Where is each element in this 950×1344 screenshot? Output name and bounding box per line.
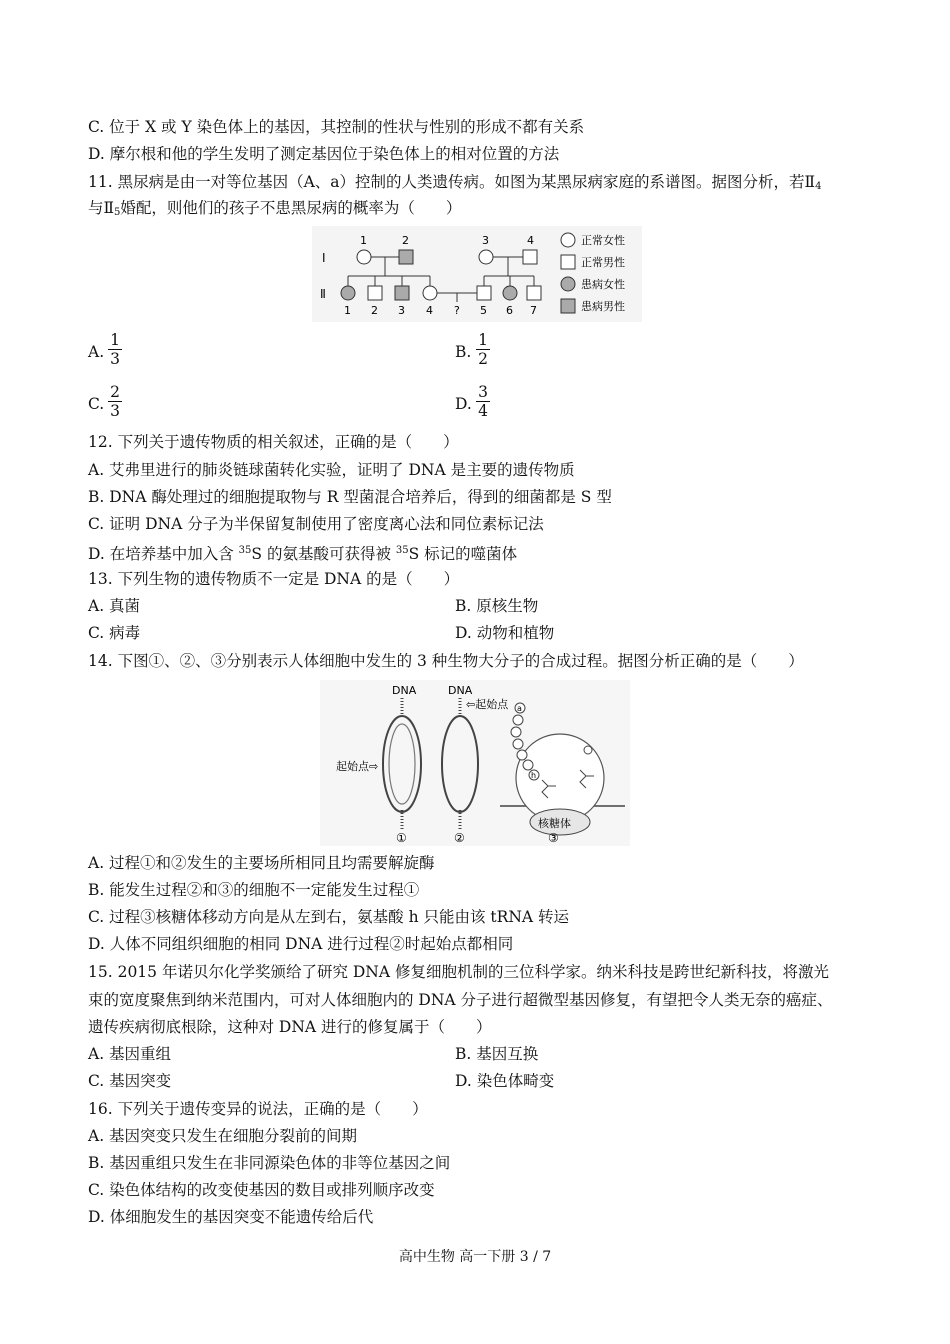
- pedigree-chart: [312, 226, 642, 326]
- ribosome-label: 核糖体: [538, 817, 571, 830]
- svg-text:4: 4: [527, 234, 534, 247]
- gen1-1-normal-female: [357, 250, 371, 264]
- q15-stem-line3: 遗传疾病彻底根除，这种对 DNA 进行的修复属于（ ）: [88, 1018, 492, 1036]
- q13-stem: 13. 下列生物的遗传物质不一定是 DNA 的是（ ）: [88, 570, 460, 588]
- svg-text:3: 3: [482, 234, 489, 247]
- svg-text:7: 7: [530, 304, 537, 317]
- q12-option-a: A. 艾弗里进行的肺炎链球菌转化实验，证明了 DNA 是主要的遗传物质: [88, 461, 575, 479]
- svg-text:2: 2: [402, 234, 409, 247]
- q15-stem-line1: 15. 2015 年诺贝尔化学奖颁给了研究 DNA 修复细胞机制的三位科学家。纳米科技是跨世纪新科技，将激光: [88, 963, 829, 981]
- q15-option-b: B. 基因互换: [455, 1045, 539, 1063]
- gen1-label: Ⅰ: [322, 251, 326, 265]
- start-point-label-right: ⇦起始点: [466, 698, 509, 711]
- q12-option-c: C. 证明 DNA 分子为半保留复制使用了密度离心法和同位素标记法: [88, 515, 544, 533]
- gen1-2-affected-male: [399, 250, 413, 264]
- q15-option-a: A. 基因重组: [88, 1045, 172, 1063]
- q13-option-c: C. 病毒: [88, 624, 141, 642]
- q10-option-c: C. 位于 X 或 Y 染色体上的基因，其控制的性状与性别的形成不都有关系: [88, 118, 585, 136]
- svg-text:1: 1: [344, 304, 351, 317]
- svg-text:2: 2: [371, 304, 378, 317]
- q14-stem: 14. 下图①、②、③分别表示人体细胞中发生的 3 种生物大分子的合成过程。据图分析正确的是（ ）: [88, 652, 804, 670]
- svg-text:a: a: [517, 704, 522, 713]
- q15-option-c: C. 基因突变: [88, 1072, 172, 1090]
- svg-text:正常男性: 正常男性: [581, 256, 625, 269]
- svg-text:6: 6: [506, 304, 513, 317]
- q16-option-d: D. 体细胞发生的基因突变不能遗传给后代: [88, 1208, 374, 1226]
- figure-label-1: ①: [396, 831, 407, 845]
- svg-text:h: h: [531, 771, 537, 780]
- gen2-1-affected-female: [341, 286, 355, 300]
- svg-text:正常女性: 正常女性: [581, 234, 625, 247]
- gen2-2-normal-male: [368, 286, 382, 300]
- page-footer: 高中生物 高一下册 3 / 7: [398, 1249, 552, 1265]
- q15-stem-line2: 束的宽度聚焦到纳米范围内，可对人体细胞内的 DNA 分子进行超微型基因修复，有望把令人类无奈的癌症、: [88, 991, 833, 1009]
- gen1-3-normal-female: [479, 250, 493, 264]
- q11-stem-line2: 与$Ⅱ_5$婚配，则他们的孩子不患黑尿病的概率为（ ）: [88, 199, 462, 218]
- q16-option-a: A. 基因突变只发生在细胞分裂前的间期: [88, 1127, 358, 1145]
- q12-option-b: B. DNA 酶处理过的细胞提取物与 R 型菌混合培养后，得到的细菌都是 S 型: [88, 488, 612, 506]
- q15-option-d: D. 染色体畸变: [455, 1072, 555, 1090]
- gen2-3-affected-male: [395, 286, 409, 300]
- dna-label-2: DNA: [448, 684, 473, 697]
- q13-option-a: A. 真菌: [88, 597, 141, 615]
- q13-option-b: B. 原核生物: [455, 597, 539, 615]
- q13-option-d: D. 动物和植物: [455, 624, 555, 642]
- q14-option-a: A. 过程①和②发生的主要场所相同且均需要解旋酶: [88, 854, 435, 872]
- legend-normal-female-icon: [561, 233, 575, 247]
- q16-option-c: C. 染色体结构的改变使基因的数目或排列顺序改变: [88, 1181, 435, 1199]
- q11-stem-line1: 11. 黑尿病是由一对等位基因（A、a）控制的人类遗传病。如图为某黑尿病家庭的系谱图。据图分析，若$Ⅱ_4$: [88, 173, 822, 192]
- gen2-5-normal-male: [477, 286, 491, 300]
- q12-stem: 12. 下列关于遗传物质的相关叙述，正确的是（ ）: [88, 433, 459, 451]
- q10-option-d: D. 摩尔根和他的学生发明了测定基因位于染色体上的相对位置的方法: [88, 145, 560, 163]
- gen2-4-normal-female: [423, 286, 437, 300]
- svg-text:1: 1: [360, 234, 367, 247]
- svg-text:3: 3: [398, 304, 405, 317]
- svg-text:5: 5: [480, 304, 487, 317]
- gen2-7-normal-male: [527, 286, 541, 300]
- legend-affected-male-icon: [561, 299, 575, 313]
- legend-affected-female-icon: [561, 277, 575, 291]
- svg-text:?: ?: [454, 304, 460, 317]
- gen1-4-normal-male: [523, 250, 537, 264]
- svg-text:4: 4: [426, 304, 433, 317]
- q14-option-b: B. 能发生过程②和③的细胞不一定能发生过程①: [88, 881, 420, 899]
- replication-transcription-translation-figure: [320, 680, 630, 850]
- start-point-label-left: 起始点⇨: [336, 760, 379, 773]
- q12-option-d: D. 在培养基中加入含 $^{35}$S 的氨基酸可获得被 $^{35}$S 标记的噬菌体: [88, 545, 518, 563]
- dna-label-1: DNA: [392, 684, 417, 697]
- gen2-6-affected-female: [503, 286, 517, 300]
- figure-label-3: ③: [548, 831, 559, 845]
- q14-option-d: D. 人体不同组织细胞的相同 DNA 进行过程②时起始点都相同: [88, 935, 514, 953]
- q16-stem: 16. 下列关于遗传变异的说法，正确的是（ ）: [88, 1100, 428, 1118]
- figure-label-2: ②: [454, 831, 465, 845]
- legend-normal-male-icon: [561, 255, 575, 269]
- svg-text:患病女性: 患病女性: [581, 278, 625, 291]
- svg-text:患病男性: 患病男性: [581, 300, 625, 313]
- q14-option-c: C. 过程③核糖体移动方向是从左到右，氨基酸 h 只能由该 tRNA 转运: [88, 908, 570, 926]
- gen2-label: Ⅱ: [320, 287, 326, 301]
- q16-option-b: B. 基因重组只发生在非同源染色体的非等位基因之间: [88, 1154, 451, 1172]
